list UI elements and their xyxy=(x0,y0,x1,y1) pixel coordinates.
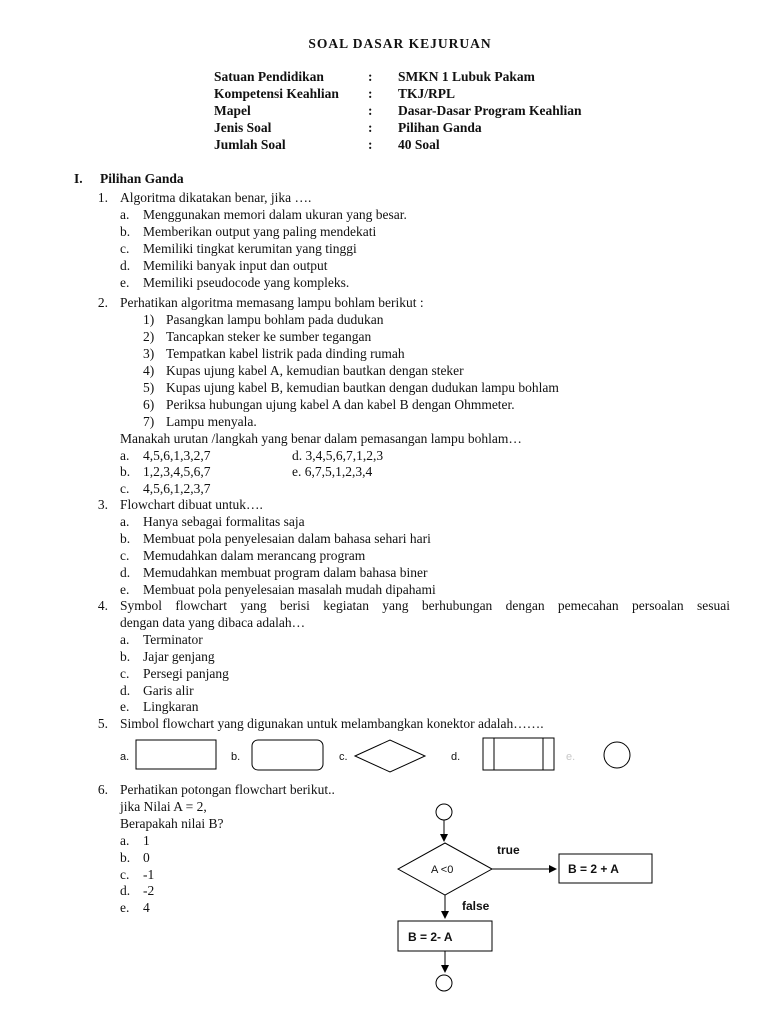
meta-value: Dasar-Dasar Program Keahlian xyxy=(398,103,582,118)
question-text: Perhatikan potongan flowchart berikut.. xyxy=(120,782,335,797)
option-letter: c. xyxy=(120,666,130,681)
option-letter: c. xyxy=(120,241,130,256)
question-text: Symbol flowchart yang berisi kegiatan yang berhubungan dengan pemecahan persoalan sesuai xyxy=(120,598,730,613)
option-text: Hanya sebagai formalitas saja xyxy=(143,514,305,529)
option-text: -1 xyxy=(143,867,155,882)
meta-label: Jumlah Soal xyxy=(214,137,286,152)
option-c-label: c. xyxy=(339,751,348,763)
meta-value: 40 Soal xyxy=(398,137,440,152)
flowchart-false-process-text: B = 2- A xyxy=(408,930,453,944)
option-letter: b. xyxy=(120,224,131,239)
option-text: Lingkaran xyxy=(143,699,199,714)
option-text: Memudahkan dalam merancang program xyxy=(143,548,366,563)
question-prompt: Berapakah nilai B? xyxy=(120,816,224,831)
option-letter: a. xyxy=(120,833,130,848)
option-letter: c. xyxy=(120,481,130,496)
option-text: Memberikan output yang paling mendekati xyxy=(143,224,377,239)
option-d-label: d. xyxy=(451,751,461,763)
question-text: Simbol flowchart yang digunakan untuk melambangkan konektor adalah……. xyxy=(120,716,544,731)
decision-diamond-symbol xyxy=(355,740,425,772)
option-text: 4 xyxy=(143,900,150,915)
step-number: 7) xyxy=(143,414,155,429)
option-letter: a. xyxy=(120,514,130,529)
option-letter: a. xyxy=(120,448,130,463)
step-text: Tempatkan kabel listrik pada dinding rumah xyxy=(166,346,405,361)
connector-circle-symbol xyxy=(604,742,630,768)
option-a-label: a. xyxy=(120,751,130,763)
question-number: 1. xyxy=(97,190,108,205)
meta-colon: : xyxy=(368,120,373,135)
question-number: 2. xyxy=(97,295,108,310)
option-letter: e. xyxy=(120,275,130,290)
option-d: d. 3,4,5,6,7,1,2,3 xyxy=(292,448,384,463)
question-text: Algoritma dikatakan benar, jika …. xyxy=(120,190,312,205)
step-text: Kupas ujung kabel A, kemudian bautkan dengan steker xyxy=(166,363,464,378)
question-number: 6. xyxy=(97,782,108,797)
option-text: Membuat pola penyelesaian dalam bahasa sehari hari xyxy=(143,531,431,546)
option-letter: d. xyxy=(120,565,131,580)
question-prompt: Manakah urutan /langkah yang benar dalam pemasangan lampu bohlam… xyxy=(120,431,522,446)
option-letter: b. xyxy=(120,464,131,479)
option-letter: b. xyxy=(120,531,131,546)
option-text: Memiliki banyak input dan output xyxy=(143,258,328,273)
option-text: Memiliki tingkat kerumitan yang tinggi xyxy=(143,241,357,256)
option-letter: a. xyxy=(120,632,130,647)
meta-label: Satuan Pendidikan xyxy=(214,69,324,84)
question-text: Flowchart dibuat untuk…. xyxy=(120,497,263,512)
question-number: 4. xyxy=(97,598,108,613)
option-text: Membuat pola penyelesaian masalah mudah dipahami xyxy=(143,582,436,597)
flowchart-start-connector xyxy=(436,804,452,820)
option-letter: e. xyxy=(120,582,130,597)
option-b-label: b. xyxy=(231,751,241,763)
meta-value: TKJ/RPL xyxy=(398,86,456,101)
step-text: Lampu menyala. xyxy=(166,414,257,429)
option-e: e. 6,7,5,1,2,3,4 xyxy=(292,464,373,479)
meta-label: Jenis Soal xyxy=(214,120,272,135)
meta-value: Pilihan Ganda xyxy=(398,120,482,135)
option-text: -2 xyxy=(143,883,155,898)
terminator-rounded-symbol xyxy=(252,740,323,770)
option-text: 1,2,3,4,5,6,7 xyxy=(143,464,211,479)
process-rectangle-symbol xyxy=(136,740,216,769)
step-number: 1) xyxy=(143,312,155,327)
option-letter: b. xyxy=(120,850,131,865)
option-letter: a. xyxy=(120,207,130,222)
question-text: Perhatikan algoritma memasang lampu bohlam berikut : xyxy=(120,295,424,310)
step-number: 6) xyxy=(143,397,155,412)
option-text: Terminator xyxy=(143,632,203,647)
flowchart-true-process-text: B = 2 + A xyxy=(568,862,619,876)
option-text: Persegi panjang xyxy=(143,666,229,681)
page-title: SOAL DASAR KEJURUAN xyxy=(308,36,492,51)
option-text: Garis alir xyxy=(143,683,194,698)
option-letter: c. xyxy=(120,548,130,563)
option-letter: b. xyxy=(120,649,131,664)
option-text: 4,5,6,1,3,2,7 xyxy=(143,448,211,463)
meta-colon: : xyxy=(368,103,373,118)
section-number: I. xyxy=(74,171,83,186)
step-number: 3) xyxy=(143,346,155,361)
question-number: 5. xyxy=(97,716,108,731)
option-text: Memudahkan membuat program dalam bahasa biner xyxy=(143,565,428,580)
step-number: 4) xyxy=(143,363,155,378)
option-letter: e. xyxy=(120,699,130,714)
meta-label: Mapel xyxy=(214,103,251,118)
step-text: Pasangkan lampu bohlam pada dudukan xyxy=(166,312,384,327)
option-text: 1 xyxy=(143,833,150,848)
option-e-label: e. xyxy=(566,751,576,763)
step-text: Periksa hubungan ujung kabel A dan kabel B dengan Ohmmeter. xyxy=(166,397,515,412)
meta-colon: : xyxy=(368,86,373,101)
step-text: Tancapkan steker ke sumber tegangan xyxy=(166,329,372,344)
step-text: Kupas ujung kabel B, kemudian bautkan dengan dudukan lampu bohlam xyxy=(166,380,559,395)
option-text: 4,5,6,1,2,3,7 xyxy=(143,481,211,496)
meta-colon: : xyxy=(368,69,373,84)
flowchart-decision-text: A <0 xyxy=(431,864,454,876)
flowchart-true-label: true xyxy=(497,843,520,857)
option-text: 0 xyxy=(143,850,150,865)
section-title: Pilihan Ganda xyxy=(100,171,184,186)
option-text: Memiliki pseudocode yang kompleks. xyxy=(143,275,350,290)
option-letter: e. xyxy=(120,900,130,915)
question-text-continued: dengan data yang dibaca adalah… xyxy=(120,615,306,630)
step-number: 2) xyxy=(143,329,155,344)
flowchart-end-connector xyxy=(436,975,452,991)
option-letter: d. xyxy=(120,683,131,698)
option-letter: d. xyxy=(120,883,131,898)
meta-label: Kompetensi Keahlian xyxy=(214,86,339,101)
step-number: 5) xyxy=(143,380,155,395)
option-text: Menggunakan memori dalam ukuran yang besar. xyxy=(143,207,407,222)
question-condition: jika Nilai A = 2, xyxy=(120,799,207,814)
option-letter: c. xyxy=(120,867,130,882)
option-letter: d. xyxy=(120,258,131,273)
question-number: 3. xyxy=(97,497,108,512)
meta-value: SMKN 1 Lubuk Pakam xyxy=(398,69,535,84)
option-text: Jajar genjang xyxy=(143,649,215,664)
flowchart-false-label: false xyxy=(462,899,490,913)
meta-colon: : xyxy=(368,137,373,152)
